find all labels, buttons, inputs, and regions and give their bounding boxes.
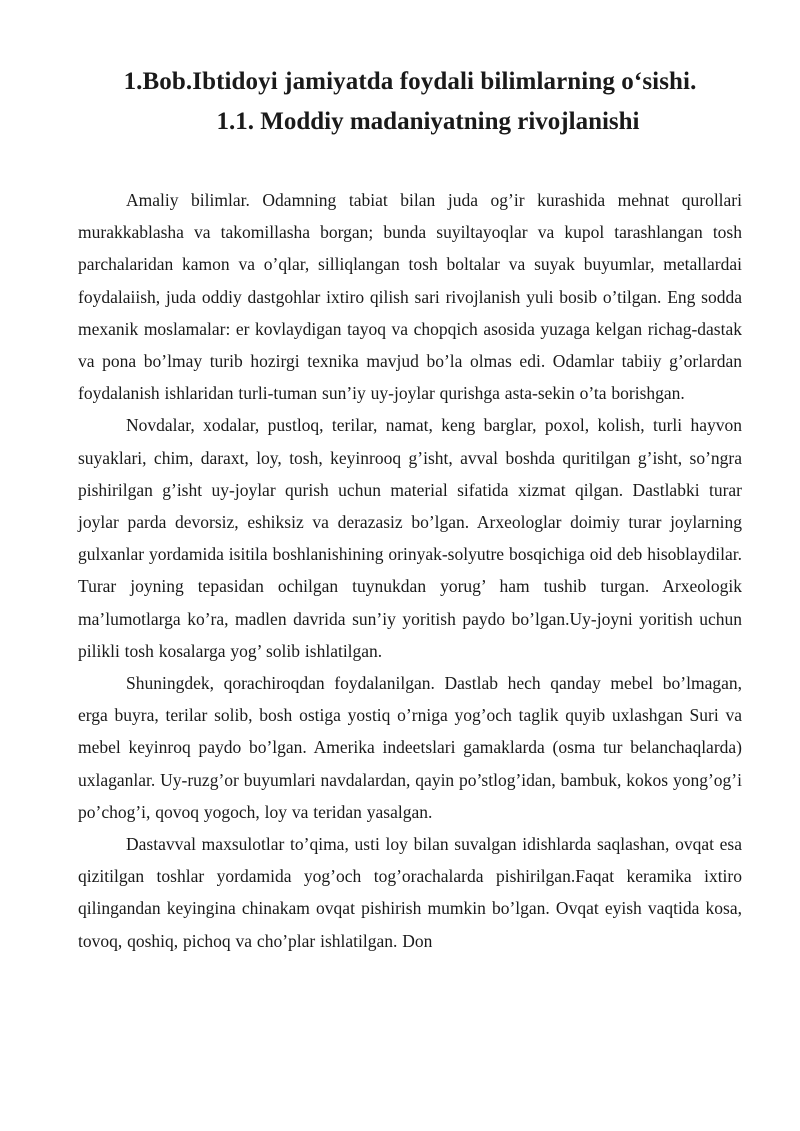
paragraph: Amaliy bilimlar. Odamning tabiat bilan juda og’ir kurashida mehnat qurollari murakkablasha va takomillasha borgan; bunda suyiltayoqlar va kupol tarashlangan tosh parchalaridan kamon va o’qlar, silliqlangan tosh boltalar va suyak buyumlar, metallardai foydalaiish, juda oddiy dastgohlar ixtiro qilish sari rivojlanish yuli bosib o’tilgan. Eng sodda mexanik moslamalar: er kovlaydigan tayoq va chopqich asosida yuzaga kelgan richag-dastak va pona bo’lmay turib hozirgi texnika mavjud bo’la olmas edi. Odamlar tabiiy g’orlardan foydalanish ishlaridan turli-tuman sun’iy uy-joylar qurishga asta-sekin o’ta borishgan. [78,190,742,404]
paragraph: Novdalar, xodalar, pustloq, terilar, namat, keng barglar, poxol, kolish, turli hayvon suyaklari, chim, daraxt, loy, tosh, keyinrooq g’isht, avval boshda quritilgan g’isht, so’ngra pishirilgan g’isht uy-joylar qurish uchun material sifatida xizmat qilgan. Dastlabki turar joylar parda devorsiz, eshiksiz va derazasiz bo’lgan. Arxeologlar doimiy turar joylarning gulxanlar yordamida isitila boshlanishining orinyak-solyutre bosqichiga oid deb hisoblaydilar. Turar joyning tepasidan ochilgan tuynukdan yorug’ ham tushib turgan. Arxeologik ma’lumotlarga ko’ra, madlen davrida sun’iy yoritish paydo bo’lgan.Uy-joyni yoritish uchun pilikli tosh kosalarga yog’ solib ishlatilgan. [78,415,742,661]
section-title: 1.1. Moddiy madaniyatning rivojlanishi [216,108,640,135]
paragraph: Shuningdek, qorachiroqdan foydalanilgan. Dastlab hech qanday mebel bo’lmagan, erga buyra, terilar solib, bosh ostiga yostiq o’rniga yog’och taglik quyib uxlashgan Suri va mebel keyinroq paydo bo’lgan. Amerika indeetslari gamaklarda (osma tur belanchaqlarda) uxlaganlar. Uy-ruzg’or buyumlari navdalardan, qayin po’stlog’idan, bambuk, kokos yong’og’i po’chog’i, qovoq yogoch, loy va teridan yasalgan. [78,673,742,822]
body-text [78,184,742,957]
chapter-title: 1.Bob.Ibtidoyi jamiyatda foydali bilimlarning o‘sishi. [123,68,697,95]
document-page [78,62,742,957]
paragraph: Dastavval maxsulotlar to’qima, usti loy bilan suvalgan idishlarda saqlashan, ovqat esa qizitilgan toshlar yordamida yog’och tog’orachalarda pishirilgan.Faqat keramika ixtiro qilingandan keyingina chinakam ovqat pishirish mumkin bo’lgan. Ovqat eyish vaqtida kosa, tovoq, qoshiq, pichoq va cho’plar ishlatilgan. Don [78,834,742,951]
